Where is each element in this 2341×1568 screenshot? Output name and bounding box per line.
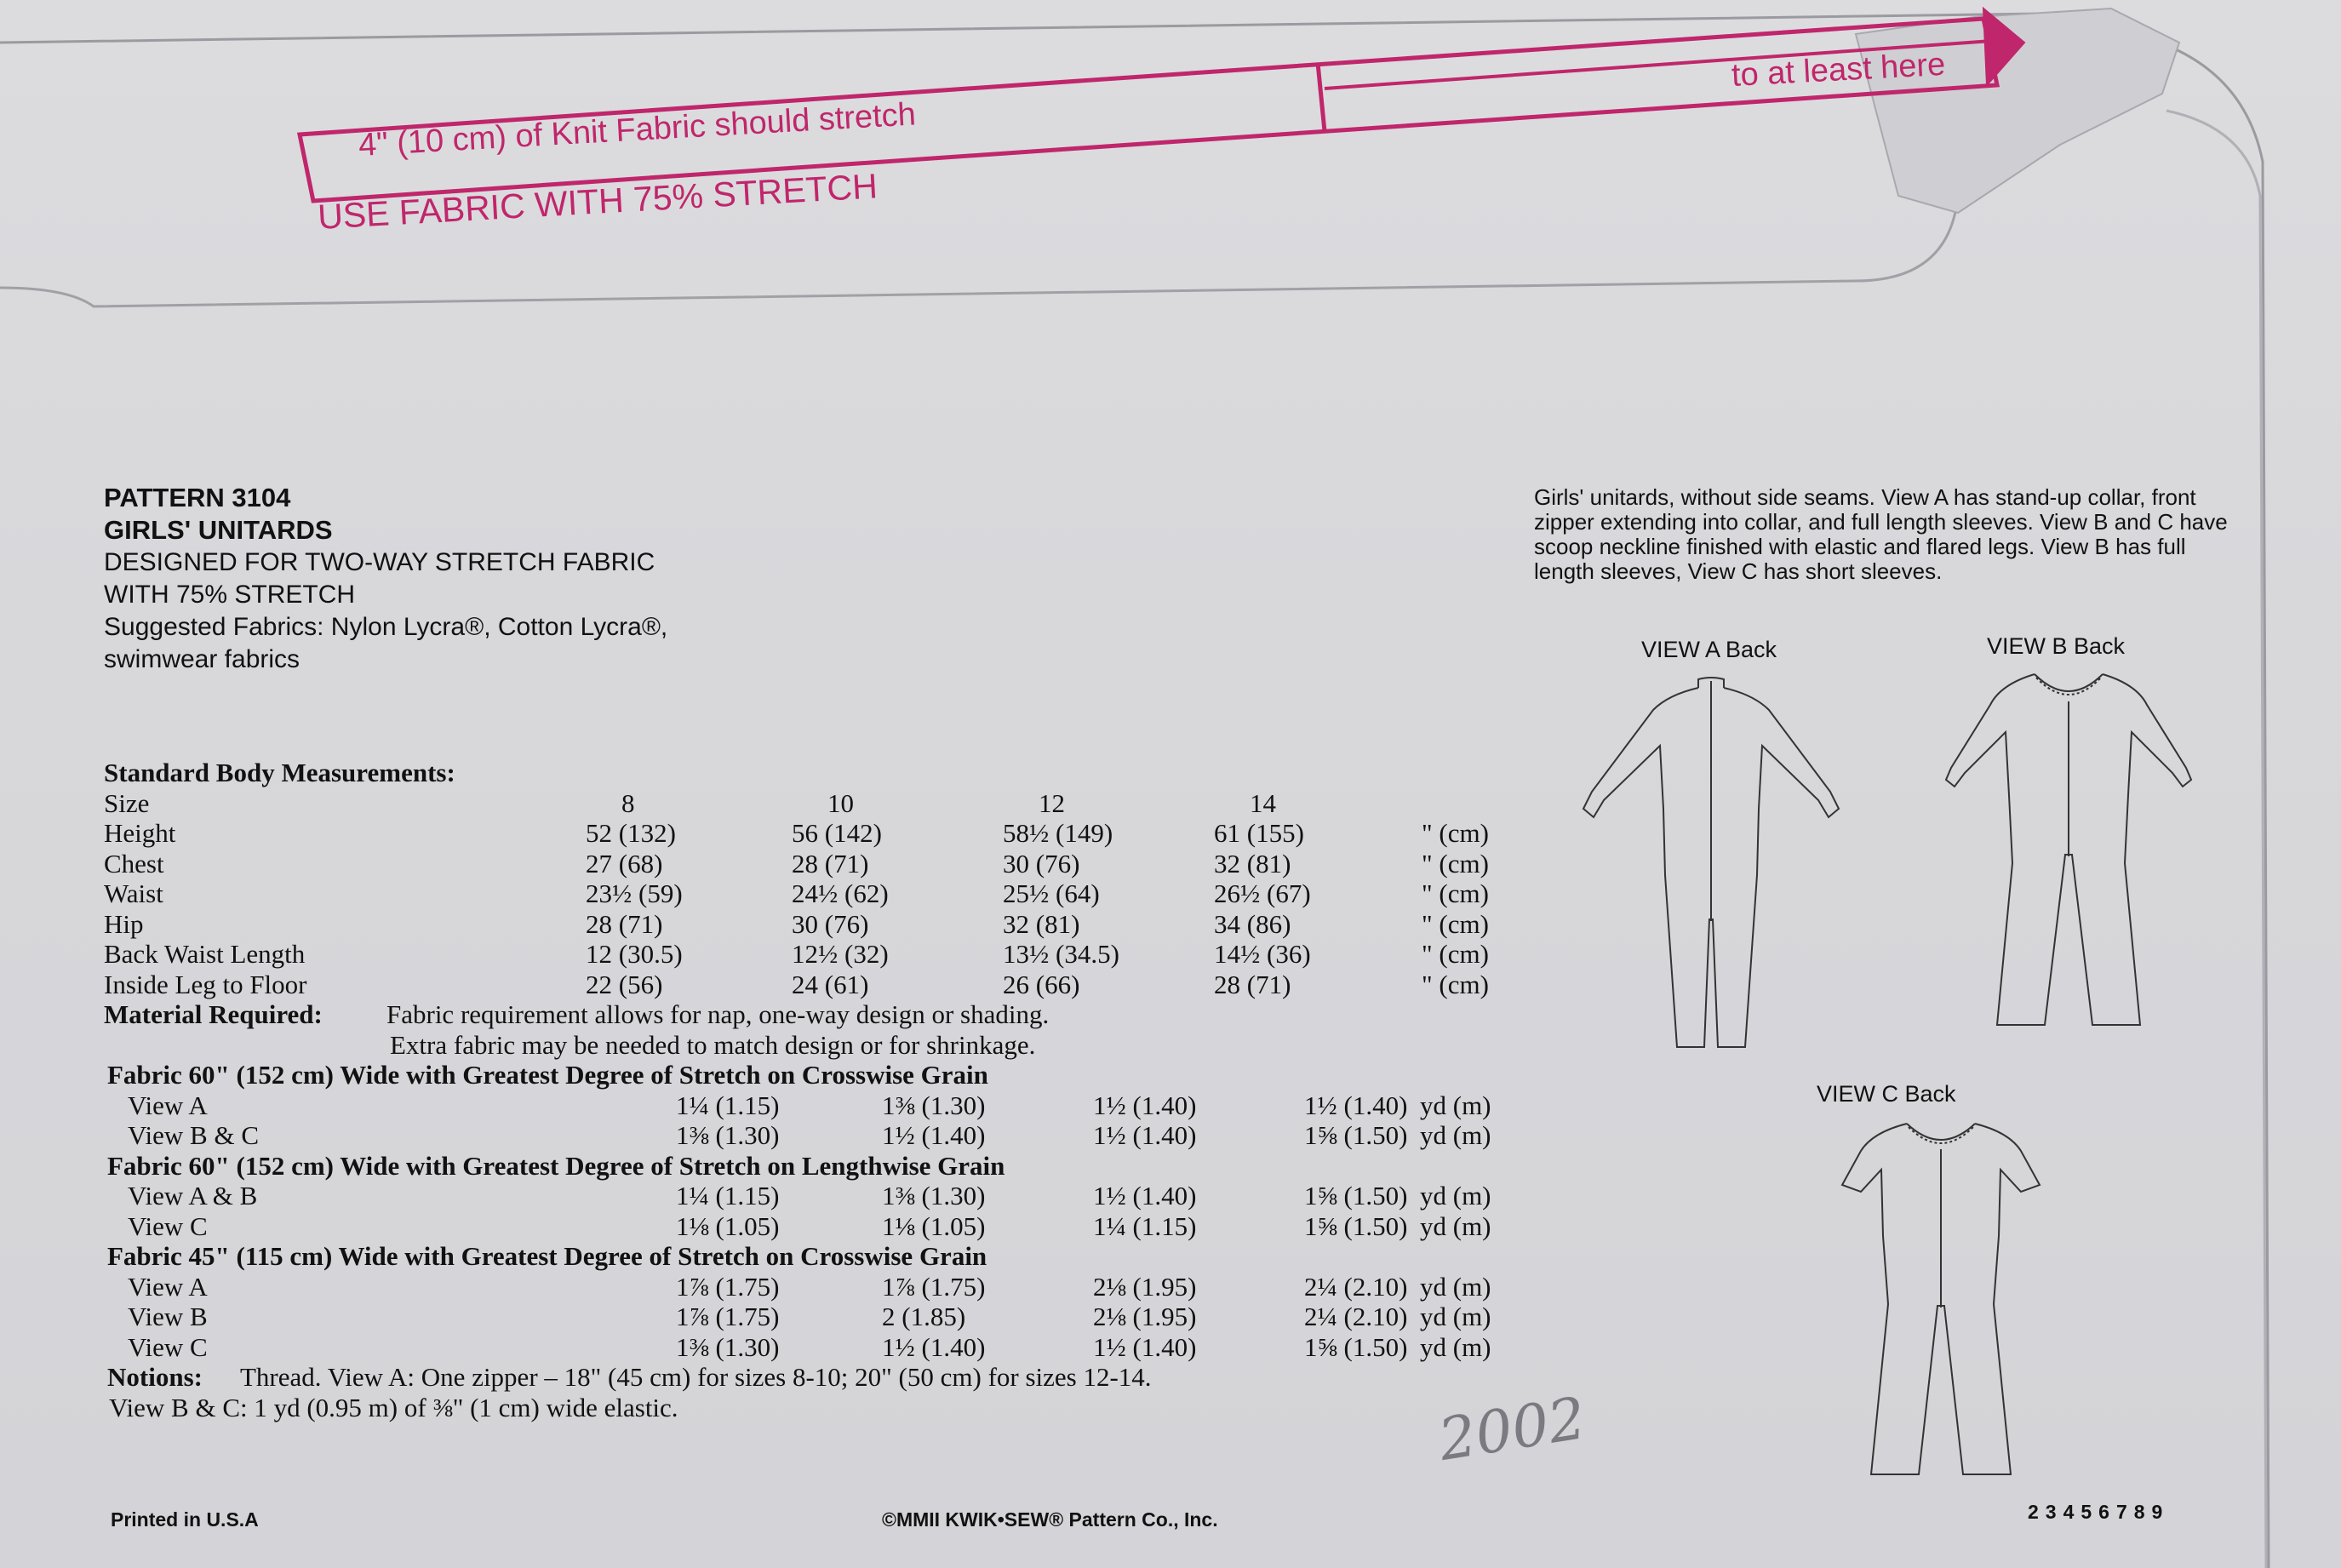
suggested-fabrics-line-1: Suggested Fabrics: Nylon Lycra®, Cotton Lycra®, [104,613,668,641]
row-value: 26 (66) [1003,969,1080,999]
fabric-row-label: View B & C [128,1120,260,1150]
fabric-row-value: 1⅜ (1.30) [676,1120,780,1150]
row-unit: " (cm) [1422,908,1489,939]
fabric-row-unit: yd (m) [1420,1271,1491,1302]
fabric-row-label: View A [128,1271,208,1302]
notions-heading: Notions: [107,1362,203,1392]
size-value: 8 [621,787,635,818]
fabric-heading-text: Fabric 60" (152 cm) Wide with Greatest Degree of Stretch on Crosswise Grain [107,1060,988,1090]
row-value: 12½ (32) [792,939,889,969]
row-value: 30 (76) [792,908,869,939]
view-b-label: VIEW B Back [1987,633,2126,659]
row-unit: " (cm) [1422,878,1489,908]
row-value: 52 (132) [586,818,676,848]
notions-text-2: View B & C: 1 yd (0.95 m) of ⅜" (1 cm) wide elastic. [109,1392,678,1422]
view-a-back-drawing [1575,672,1847,1056]
fabric-row-unit: yd (m) [1420,1302,1491,1331]
fabric-row-value: 2¼ (2.10) [1304,1302,1408,1331]
pattern-description: Girls' unitards, without side seams. View A has stand-up collar, front zipper extending into collar, and full length sleeves. View B and C have scoop neckline finished with elastic and flared legs. View B has full length sleeves, View C has short sleeves. [1534,484,2228,584]
fabric-row-value: 1⅞ (1.75) [676,1271,780,1302]
fabric-row-unit: yd (m) [1420,1210,1491,1241]
fabric-row-value: 1⅜ (1.30) [882,1181,986,1210]
row-label: Chest [104,848,164,878]
row-unit: " (cm) [1422,969,1489,999]
fabric-row-label: View C [128,1331,208,1362]
fabric-row-unit: yd (m) [1420,1181,1491,1210]
fabric-row-unit: yd (m) [1420,1120,1491,1150]
fabric-row-value: 1½ (1.40) [1093,1090,1197,1120]
material-note-2: Extra fabric may be needed to match design or for shrinkage. [390,1029,1036,1060]
fabric-row-value: 1½ (1.40) [1093,1331,1197,1362]
fabric-row-value: 1½ (1.40) [882,1120,986,1150]
fabric-heading-text: Fabric 60" (152 cm) Wide with Greatest Degree of Stretch on Lengthwise Grain [107,1150,1005,1181]
fabric-row-value: 1½ (1.40) [1093,1120,1197,1150]
size-value: 10 [827,787,854,818]
fabric-row-value: 2⅛ (1.95) [1093,1302,1197,1331]
row-value: 56 (142) [792,818,882,848]
row-value: 28 (71) [1214,969,1291,999]
row-value: 23½ (59) [586,878,683,908]
fabric-row-value: 1⅜ (1.30) [882,1090,986,1120]
at-least-here-text: to at least here [1731,46,1947,94]
fabric-row-label: View A & B [128,1181,258,1210]
row-value: 26½ (67) [1214,878,1311,908]
fabric-row-value: 1⅝ (1.50) [1304,1331,1408,1362]
fabric-row-unit: yd (m) [1420,1331,1491,1362]
row-label: Height [104,818,176,848]
pattern-title: GIRLS' UNITARDS [104,515,333,545]
stretch-instruction-text: 4" (10 cm) of Knit Fabric should stretch [358,96,917,163]
row-value: 58½ (149) [1003,818,1113,848]
view-c-label: VIEW C Back [1817,1081,1956,1107]
use-fabric-text: USE FABRIC WITH 75% STRETCH [317,166,879,237]
row-label: Hip [104,908,144,939]
fabric-row-value: 1¼ (1.15) [1093,1210,1197,1241]
row-value: 28 (71) [792,848,869,878]
row-value: 61 (155) [1214,818,1304,848]
fabric-row-value: 1⅞ (1.75) [882,1271,986,1302]
fabric-row-value: 1⅞ (1.75) [676,1302,780,1331]
view-a-label: VIEW A Back [1641,637,1777,662]
fabric-row-value: 2⅛ (1.95) [1093,1271,1197,1302]
row-label: Back Waist Length [104,939,306,969]
fabric-row-value: 1⅝ (1.50) [1304,1181,1408,1210]
fabric-row-label: View C [128,1210,208,1241]
view-b-back-drawing [1941,667,2196,1033]
row-value: 25½ (64) [1003,878,1100,908]
row-value: 27 (68) [586,848,663,878]
fabric-row-value: 1½ (1.40) [1304,1090,1408,1120]
fabric-row-value: 1⅛ (1.05) [676,1210,780,1241]
fabric-row-unit: yd (m) [1420,1090,1491,1120]
designed-for-line-1: DESIGNED FOR TWO-WAY STRETCH FABRIC [104,548,655,576]
row-value: 13½ (34.5) [1003,939,1119,969]
material-note-1: Fabric requirement allows for nap, one-way design or shading. [386,999,1050,1029]
row-label: Inside Leg to Floor [104,969,307,999]
fabric-row-value: 1⅝ (1.50) [1304,1120,1408,1150]
row-value: 24 (61) [792,969,869,999]
size-label: Size [104,787,150,818]
row-value: 22 (56) [586,969,663,999]
fabric-row-value: 1½ (1.40) [1093,1181,1197,1210]
fabric-row-label: View B [128,1302,208,1331]
row-label: Waist [104,878,163,908]
print-numbers: 23456789 [2028,1501,2170,1523]
printed-in: Printed in U.S.A [111,1508,259,1531]
row-value: 24½ (62) [792,878,889,908]
fabric-row-value: 2 (1.85) [882,1302,966,1331]
size-value: 12 [1039,787,1065,818]
fabric-row-value: 1¼ (1.15) [676,1090,780,1120]
row-value: 14½ (36) [1214,939,1311,969]
fabric-row-value: 1⅝ (1.50) [1304,1210,1408,1241]
fabric-heading-text: Fabric 45" (115 cm) Wide with Greatest Degree of Stretch on Crosswise Grain [107,1241,987,1271]
row-value: 32 (81) [1214,848,1291,878]
fabric-row-value: 1⅜ (1.30) [676,1331,780,1362]
row-unit: " (cm) [1422,818,1489,848]
fabric-row-value: 1¼ (1.15) [676,1181,780,1210]
row-unit: " (cm) [1422,939,1489,969]
row-value: 30 (76) [1003,848,1080,878]
copyright: ©MMII KWIK•SEW® Pattern Co., Inc. [882,1508,1218,1531]
fabric-row-label: View A [128,1090,208,1120]
view-c-back-drawing [1822,1117,2060,1483]
stretch-gauge [300,9,2024,201]
row-value: 32 (81) [1003,908,1080,939]
designed-for-line-2: WITH 75% STRETCH [104,581,356,609]
fabric-row-value: 1⅛ (1.05) [882,1210,986,1241]
row-unit: " (cm) [1422,848,1489,878]
suggested-fabrics-line-2: swimwear fabrics [104,645,300,673]
fabric-row-value: 2¼ (2.10) [1304,1271,1408,1302]
row-value: 28 (71) [586,908,663,939]
measurements-heading-text: Standard Body Measurements: [104,758,455,787]
material-heading: Material Required: [104,999,323,1029]
size-value: 14 [1250,787,1276,818]
row-value: 34 (86) [1214,908,1291,939]
row-value: 12 (30.5) [586,939,683,969]
pattern-header [104,482,667,676]
notions-text-1: Thread. View A: One zipper – 18" (45 cm) for sizes 8-10; 20" (50 cm) for sizes 12-14. [240,1362,1152,1392]
pattern-number: PATTERN 3104 [104,483,291,512]
handwritten-year: 2002 [1434,1384,1591,1475]
fabric-row-value: 1½ (1.40) [882,1331,986,1362]
